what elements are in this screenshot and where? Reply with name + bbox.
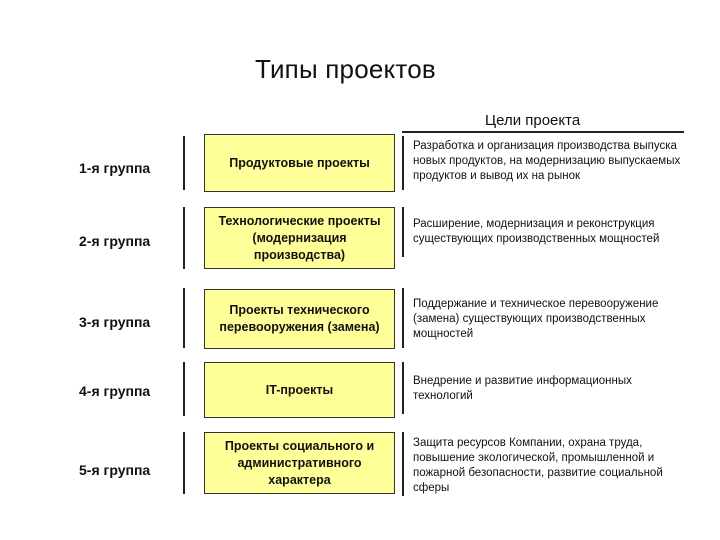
goal-bar-5: [402, 432, 404, 496]
project-type-box-5: [204, 432, 395, 494]
goal-text-2: Расширение, модернизация и реконструкция существующих производственных мощностей: [413, 218, 660, 245]
goal-bar-3: [402, 288, 404, 348]
goal-bar-1: [402, 136, 404, 190]
group-label-3: 3-я группа: [79, 314, 151, 330]
project-type-label-5: Проекты социального и административного характера: [224, 438, 375, 487]
goal-text-5: Защита ресурсов Компании, охрана труда, повышение экологической, промышленной и пожарной безопасности, развитие социальной сферы: [413, 437, 663, 494]
goals-column-header: Цели проекта: [485, 112, 581, 129]
project-type-label-3: Проекты технического перевооружения (замена): [219, 303, 380, 334]
goal-text-1: Разработка и организация производства выпуска новых продуктов, на модернизацию выпускаемых продуктов и вывод их на рынок: [413, 140, 681, 182]
project-type-label-1: Продуктовые проекты: [229, 155, 370, 170]
goal-bar-2: [402, 207, 404, 257]
project-type-box-1: [204, 134, 395, 192]
group-bracket-1: [183, 136, 185, 190]
goal-bar-4: [402, 362, 404, 414]
goal-text-4: Внедрение и развитие информационных технологий: [413, 375, 632, 402]
project-type-label-2: Технологические проекты (модернизация производства): [218, 213, 381, 262]
page-title: Типы проектов: [255, 54, 436, 84]
project-type-box-3: [204, 289, 395, 349]
group-bracket-3: [183, 288, 185, 348]
goals-header-underline: [402, 131, 684, 133]
group-label-4: 4-я группа: [79, 383, 151, 399]
group-label-5: 5-я группа: [79, 462, 151, 478]
project-type-box-4: [204, 362, 395, 418]
group-label-2: 2-я группа: [79, 233, 151, 249]
project-type-label-4: IT-проекты: [265, 382, 334, 397]
group-bracket-2: [183, 207, 185, 269]
group-bracket-4: [183, 362, 185, 416]
project-type-box-2: [204, 207, 395, 269]
group-bracket-5: [183, 432, 185, 494]
goal-text-3: Поддержание и техническое перевооружение (замена) существующих производственных мощностей: [413, 298, 659, 340]
group-label-1: 1-я группа: [79, 160, 151, 176]
